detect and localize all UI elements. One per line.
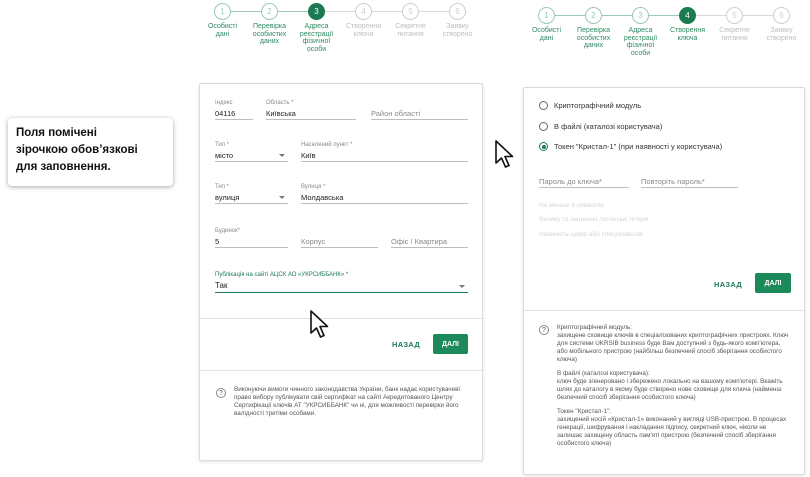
field-value: Так <box>215 281 228 290</box>
field-value: місто <box>215 151 234 160</box>
step-number: 4 <box>355 3 372 20</box>
field-value: 04116 <box>215 109 236 118</box>
mouse-pointer-icon <box>494 139 516 169</box>
field-label: Область * <box>266 100 294 106</box>
field-value: Молдавська <box>301 193 344 202</box>
step-number: 6 <box>773 7 790 24</box>
radio-file[interactable] <box>539 122 548 131</box>
info-title-file: В файлі (каталозі користувача): <box>557 370 650 377</box>
field-label: Населений пункт * <box>301 142 353 148</box>
step-number: 5 <box>726 7 743 24</box>
info-title-token: Токен "Кристал-1": <box>557 408 612 415</box>
step-number: 3 <box>308 3 325 20</box>
apartment-field[interactable] <box>391 228 468 248</box>
chevron-down-icon <box>279 154 285 157</box>
step-label: Перевірка особистих даних <box>252 23 287 45</box>
step-label: Особисті дані <box>531 27 562 42</box>
option-label: В файлі (каталозі користувача) <box>554 122 663 131</box>
field-placeholder: Корпус <box>301 237 326 246</box>
step-personal-data <box>523 7 570 57</box>
building-field[interactable] <box>215 228 288 248</box>
street-field[interactable] <box>301 184 468 204</box>
password-hint: Наявність цифр або спецсимволів <box>539 231 643 238</box>
field-label: Будинок* <box>215 228 241 234</box>
step-number: 2 <box>261 3 278 20</box>
field-value: Київ <box>301 151 316 160</box>
field-label: Тип * <box>215 142 230 148</box>
callout-text: Поля помічені зірочкою обов’язкові для заповнення. <box>16 127 138 173</box>
info-icon: ? <box>539 325 549 335</box>
field-value: 5 <box>215 237 220 246</box>
step-number: 1 <box>538 7 555 24</box>
mouse-pointer-icon <box>309 309 331 339</box>
info-body-crypto: захищене сховище ключів в спеціалізованих криптографічних пристроях. Ключ для системи UKRSIB business буде Вам доступний з будь-якого комп'ютера, або мобільного пристрою (найбільш безпечний спосіб зберігання особистого ключа) <box>557 332 789 363</box>
info-body-token: захищений носій «Кристал-1» виконаний у вигляді USB-пристрою. В процесах генерації, шифрування і накладання підпису, секретний ключ, ніколи не залишає захищену область пам'яті пристрою (безпечний спосіб зберігання особистого ключа) <box>557 416 787 447</box>
address-form-panel <box>199 83 483 461</box>
step-number: 4 <box>679 7 696 24</box>
key-password-repeat-field[interactable] <box>641 168 738 188</box>
step-label: Адреса реєстрації фізичної особи <box>623 27 658 57</box>
key-password-field[interactable] <box>539 168 629 188</box>
step-label: Секретне питання <box>719 27 750 42</box>
field-placeholder: Повторіть пароль* <box>641 177 705 186</box>
step-label: Створення ключа <box>669 27 706 42</box>
stepper-address <box>199 3 481 53</box>
step-number: 5 <box>402 3 419 20</box>
password-hint: Не менше 8 символів <box>539 202 604 209</box>
field-label: Вулиця * <box>301 184 326 190</box>
publication-info-text: Виконуючи вимоги чинного законодавства України, банк надає користувачеві право вибору публікувати свій сертифікат на сайті Акредитованого Центру Сертифікації ключів АТ "УКРСИББАНК" чи ні, для можливості перевірки його валідності третіми особами. <box>234 386 460 417</box>
field-value: вулиця <box>215 193 240 202</box>
step-label: Заявку створено <box>766 27 797 42</box>
step-number: 2 <box>585 7 602 24</box>
field-placeholder: Район області <box>371 109 421 118</box>
info-body-file: ключ буде згенеровано і збережено локально на вашому комп'ютері. Вкажіть шлях до каталогу в якому буде створено нове сховище для ключа (найменш безпечний спосіб зберігання особистого ключа) <box>557 378 783 401</box>
back-button[interactable]: НАЗАД <box>392 340 421 349</box>
option-label: Криптографічний модуль <box>554 101 642 110</box>
password-hint: Велику та маленькі латинські літери <box>539 216 649 223</box>
settlement-type-select[interactable] <box>215 142 288 162</box>
settlement-field[interactable] <box>301 142 468 162</box>
district-field[interactable] <box>371 100 468 120</box>
field-placeholder: Пароль до ключа* <box>539 177 602 186</box>
step-label: Заявку створено <box>442 23 473 38</box>
field-label: Публікація на сайті АЦСК АО «УКРСИББАНК» * <box>215 272 349 278</box>
index-field[interactable] <box>215 100 253 120</box>
step-personal-data <box>199 3 246 53</box>
step-label: Адреса реєстрації фізичної особи <box>299 23 334 53</box>
field-placeholder: Офіс / Квартира <box>391 237 448 246</box>
radio-crypto-module[interactable] <box>539 101 548 110</box>
info-title-crypto: Криптографічний модуль: <box>557 324 632 331</box>
info-icon: ? <box>216 388 226 398</box>
street-type-select[interactable] <box>215 184 288 204</box>
field-value: Київська <box>266 109 296 118</box>
option-crypto-module[interactable] <box>539 101 641 110</box>
option-label: Токен "Кристал-1" (при наявності у користувача) <box>554 142 723 151</box>
next-button[interactable]: ДАЛІ <box>433 334 468 354</box>
chevron-down-icon <box>279 196 285 199</box>
key-info-text <box>557 324 802 448</box>
key-creation-panel <box>523 87 805 475</box>
step-label: Секретне питання <box>395 23 426 38</box>
required-fields-callout <box>8 118 173 186</box>
field-label: Індекс <box>215 100 233 106</box>
stepper-key <box>523 7 805 57</box>
step-label: Перевірка особистих даних <box>576 27 611 49</box>
option-token[interactable] <box>539 142 722 151</box>
step-label: Створення ключа <box>345 23 382 38</box>
step-label: Особисті дані <box>207 23 238 38</box>
next-button[interactable]: ДАЛІ <box>755 273 791 293</box>
step-number: 1 <box>214 3 231 20</box>
step-number: 6 <box>449 3 466 20</box>
option-file[interactable] <box>539 122 662 131</box>
publication-select[interactable] <box>215 272 468 293</box>
block-field[interactable] <box>301 228 378 248</box>
step-number: 3 <box>632 7 649 24</box>
region-field[interactable] <box>266 100 356 120</box>
radio-token[interactable] <box>539 142 548 151</box>
chevron-down-icon <box>459 285 465 288</box>
field-label: Тип * <box>215 184 230 190</box>
back-button[interactable]: НАЗАД <box>714 280 743 289</box>
